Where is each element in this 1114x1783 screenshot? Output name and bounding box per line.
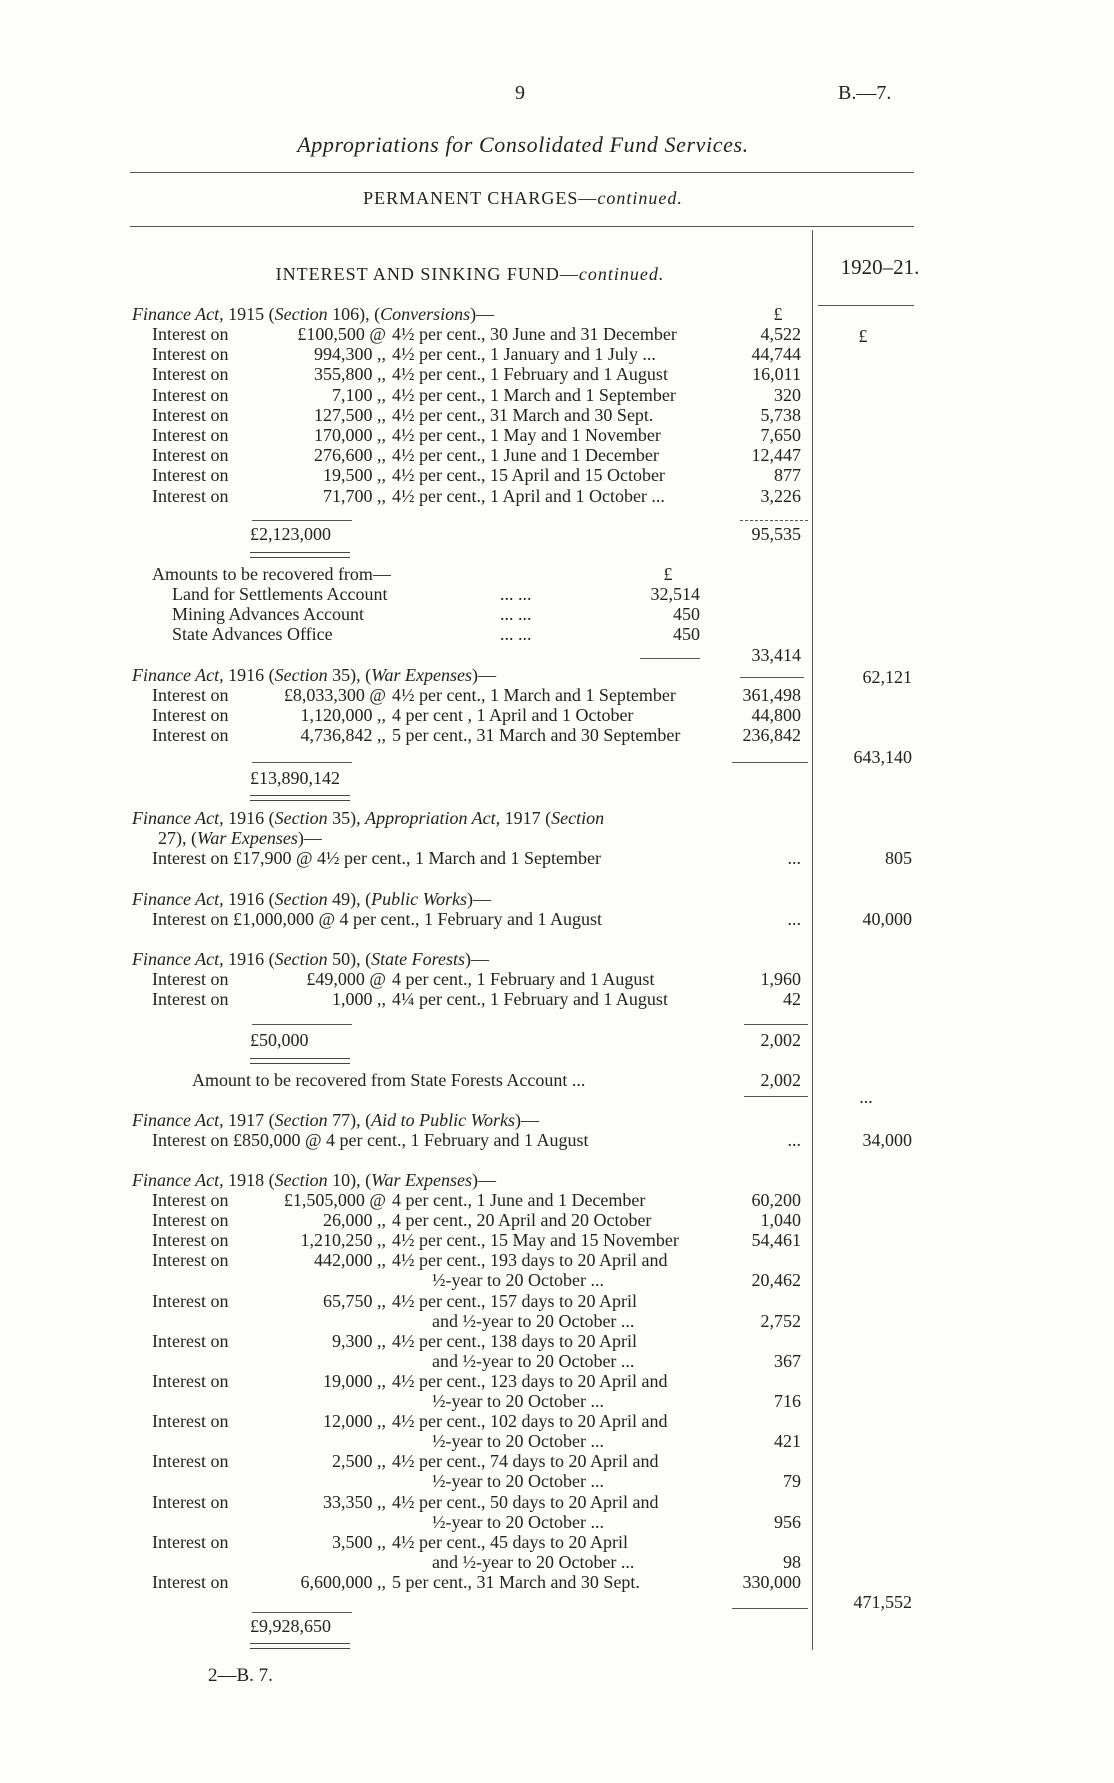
row-amount: 9,300 ,, bbox=[332, 1330, 386, 1351]
row-rate: 4½ per cent., 31 March and 30 Sept. bbox=[392, 404, 654, 425]
rule bbox=[252, 1024, 352, 1025]
row-label: Interest on bbox=[152, 384, 229, 405]
row-rate-cont: and ½-year to 20 October ... bbox=[432, 1551, 635, 1572]
total-principal-1918-10: £9,928,650 bbox=[250, 1616, 331, 1636]
interest-row: Interest on £850,000 @ 4 per cent., 1 February and 1 August bbox=[152, 1130, 589, 1150]
row-rate-cont: ½-year to 20 October ... bbox=[432, 1431, 604, 1452]
section-heading-1916-35: Finance Act, 1916 (Section 35), (War Expenses)— bbox=[132, 665, 496, 685]
currency-symbol: £ bbox=[858, 326, 868, 346]
row-rate: 4¼ per cent., 1 February and 1 August bbox=[392, 989, 668, 1009]
dots: ... bbox=[787, 848, 801, 868]
rule bbox=[640, 658, 700, 659]
double-rule bbox=[250, 1058, 350, 1064]
row-rate: 4½ per cent., 15 May and 15 November bbox=[392, 1230, 679, 1251]
row-label: Interest on bbox=[152, 1411, 229, 1432]
row-value: 98 bbox=[783, 1551, 801, 1572]
row-rate: 4½ per cent., 15 April and 15 October bbox=[392, 465, 665, 486]
interest-row: Interest on £17,900 @ 4½ per cent., 1 March and 1 September bbox=[152, 848, 601, 868]
row-rate-cont: ½-year to 20 October ... bbox=[432, 1471, 604, 1492]
row-label: Interest on bbox=[152, 1531, 229, 1552]
row-value: 716 bbox=[774, 1391, 801, 1411]
row-value: 1,960 bbox=[760, 969, 801, 989]
double-rule bbox=[250, 1643, 350, 1649]
row-value: 3,226 bbox=[760, 485, 801, 506]
section-heading-1916-50: Finance Act, 1916 (Section 50), (State Forests)— bbox=[132, 949, 489, 969]
row-amount: 1,120,000 ,, bbox=[300, 705, 386, 725]
row-amount: 26,000 ,, bbox=[323, 1210, 386, 1231]
row-value: 361,498 bbox=[742, 685, 801, 705]
row-amount: 33,350 ,, bbox=[323, 1491, 386, 1512]
row-amount: 3,500 ,, bbox=[332, 1531, 386, 1552]
row-value: 421 bbox=[774, 1431, 801, 1452]
row-value: 330,000 bbox=[742, 1571, 801, 1592]
row-value: 367 bbox=[774, 1350, 801, 1371]
row-amount: 355,800 ,, bbox=[314, 364, 386, 385]
total-value-1915: 95,535 bbox=[751, 524, 801, 544]
row-amount: 1,000 ,, bbox=[332, 989, 386, 1009]
row-rate-cont: ½-year to 20 October ... bbox=[432, 1270, 604, 1291]
row-amount: £1,505,000 @ bbox=[283, 1190, 386, 1210]
row-amount: 4,736,842 ,, bbox=[300, 725, 386, 745]
recover-total: 33,414 bbox=[751, 645, 801, 665]
row-label: Interest on bbox=[152, 1230, 229, 1251]
rule bbox=[732, 1608, 808, 1609]
page-footer: 2—B. 7. bbox=[208, 1665, 273, 1686]
row-amount: 276,600 ,, bbox=[314, 445, 386, 466]
row-value: 5,738 bbox=[760, 404, 801, 425]
row-rate-cont: and ½-year to 20 October ... bbox=[432, 1350, 635, 1371]
row-rate: 5 per cent., 31 March and 30 Sept. bbox=[392, 1571, 640, 1592]
section-heading-1918-10: Finance Act, 1918 (Section 10), (War Expenses)— bbox=[132, 1170, 496, 1190]
row-value: 320 bbox=[774, 384, 801, 405]
row-rate: 4½ per cent., 193 days to 20 April and bbox=[392, 1250, 668, 1271]
row-value: 236,842 bbox=[742, 725, 801, 745]
row-label: Interest on bbox=[152, 1290, 229, 1311]
row-label: Interest on bbox=[152, 1370, 229, 1391]
row-rate: 4½ per cent., 1 March and 1 September bbox=[392, 685, 676, 705]
recover-value: 32,514 bbox=[650, 584, 700, 604]
row-amount: 6,600,000 ,, bbox=[300, 1571, 386, 1592]
currency-symbol: £ bbox=[773, 304, 783, 324]
row-amount: £49,000 @ bbox=[306, 969, 386, 989]
recover-value: 2,002 bbox=[760, 1070, 801, 1090]
recover-dots: ... ... bbox=[500, 624, 532, 644]
rule bbox=[252, 1612, 352, 1613]
row-label: Interest on bbox=[152, 1571, 229, 1592]
row-label: Interest on bbox=[152, 969, 229, 989]
page-number: 9 bbox=[515, 82, 525, 104]
page-title: Appropriations for Consolidated Fund Services. bbox=[297, 132, 749, 157]
recover-value: 450 bbox=[673, 624, 700, 644]
row-rate: 4½ per cent., 1 March and 1 September bbox=[392, 384, 676, 405]
section-heading-cont: 27), (War Expenses)— bbox=[158, 828, 322, 848]
recover-label: Mining Advances Account bbox=[172, 604, 364, 624]
row-label: Interest on bbox=[152, 465, 229, 486]
rule bbox=[252, 762, 352, 763]
row-label: Interest on bbox=[152, 485, 229, 506]
row-rate: 4½ per cent., 157 days to 20 April bbox=[392, 1290, 637, 1311]
row-amount: 442,000 ,, bbox=[314, 1250, 386, 1271]
year-amount: 40,000 bbox=[862, 909, 912, 929]
row-label: Interest on bbox=[152, 705, 229, 725]
rule bbox=[744, 1024, 808, 1025]
row-value: 16,011 bbox=[752, 364, 801, 385]
row-rate-cont: ½-year to 20 October ... bbox=[432, 1511, 604, 1532]
row-rate: 4½ per cent., 1 April and 1 October ... bbox=[392, 485, 665, 506]
row-label: Interest on bbox=[152, 725, 229, 745]
row-label: Interest on bbox=[152, 445, 229, 466]
double-rule bbox=[250, 795, 350, 801]
rule bbox=[740, 677, 804, 678]
double-rule bbox=[250, 552, 350, 558]
row-value: 1,040 bbox=[760, 1210, 801, 1231]
interest-row: Interest on £1,000,000 @ 4 per cent., 1 February and 1 August bbox=[152, 909, 602, 929]
row-value: 7,650 bbox=[760, 425, 801, 445]
rule bbox=[740, 520, 808, 521]
total-value-1916-50: 2,002 bbox=[760, 1030, 801, 1050]
row-rate: 4 per cent., 1 February and 1 August bbox=[392, 969, 655, 989]
section-heading: INTEREST AND SINKING FUND—continued. bbox=[275, 264, 665, 284]
row-amount: £100,500 @ bbox=[297, 324, 386, 344]
row-rate: 4½ per cent., 45 days to 20 April bbox=[392, 1531, 628, 1552]
row-rate: 4½ per cent., 74 days to 20 April and bbox=[392, 1451, 659, 1472]
row-rate: 4 per cent , 1 April and 1 October bbox=[392, 705, 634, 725]
row-label: Interest on bbox=[152, 344, 229, 365]
row-label: Interest on bbox=[152, 1190, 229, 1210]
row-value: 42 bbox=[783, 989, 801, 1009]
rule bbox=[744, 1096, 808, 1097]
row-amount: 65,750 ,, bbox=[323, 1290, 386, 1311]
subtitle: PERMANENT CHARGES—continued. bbox=[363, 188, 683, 208]
row-label: Interest on bbox=[152, 989, 229, 1009]
column-year-header: 1920–21. bbox=[840, 255, 920, 279]
row-value: 20,462 bbox=[751, 1270, 801, 1291]
row-amount: 12,000 ,, bbox=[323, 1411, 386, 1432]
row-rate: 4½ per cent., 123 days to 20 April and bbox=[392, 1370, 668, 1391]
row-label: Interest on bbox=[152, 324, 229, 344]
recover-value: 450 bbox=[673, 604, 700, 624]
row-amount: 127,500 ,, bbox=[314, 404, 386, 425]
row-value: 12,447 bbox=[751, 445, 801, 466]
row-label: Interest on bbox=[152, 425, 229, 445]
dots: ... bbox=[787, 909, 801, 929]
total-year-1918-10: 471,552 bbox=[853, 1592, 912, 1612]
row-rate: 5 per cent., 31 March and 30 September bbox=[392, 725, 681, 745]
recover-dots: ... ... bbox=[500, 604, 532, 624]
row-rate: 4½ per cent., 1 June and 1 December bbox=[392, 445, 659, 466]
divider bbox=[130, 172, 914, 173]
total-principal-1916-50: £50,000 bbox=[250, 1030, 309, 1050]
row-label: Interest on bbox=[152, 364, 229, 385]
row-label: Interest on bbox=[152, 685, 229, 705]
recover-line: Amount to be recovered from State Forests Account ... bbox=[192, 1070, 586, 1090]
section-heading-1916-49: Finance Act, 1916 (Section 49), (Public Works)— bbox=[132, 889, 491, 909]
total-principal-1915: £2,123,000 bbox=[250, 524, 331, 544]
row-rate: 4½ per cent., 50 days to 20 April and bbox=[392, 1491, 659, 1512]
recover-label: Land for Settlements Account bbox=[172, 584, 388, 604]
year-amount: 805 bbox=[885, 848, 912, 868]
column-rule bbox=[812, 230, 813, 1650]
row-amount: 19,500 ,, bbox=[323, 465, 386, 486]
row-rate: 4½ per cent., 1 May and 1 November bbox=[392, 425, 661, 445]
row-label: Interest on bbox=[152, 1330, 229, 1351]
row-value: 79 bbox=[783, 1471, 801, 1492]
row-label: Interest on bbox=[152, 1451, 229, 1472]
row-amount: 2,500 ,, bbox=[332, 1451, 386, 1472]
recover-dots: ... ... bbox=[500, 584, 532, 604]
row-amount: 19,000 ,, bbox=[323, 1370, 386, 1391]
row-rate: 4 per cent., 20 April and 20 October bbox=[392, 1210, 652, 1231]
row-rate: 4½ per cent., 102 days to 20 April and bbox=[392, 1411, 668, 1432]
row-value: 956 bbox=[774, 1511, 801, 1532]
rule bbox=[252, 520, 352, 521]
section-heading-1916-35b: Finance Act, 1916 (Section 35), Appropriation Act, 1917 (Section bbox=[132, 808, 605, 828]
row-amount: 170,000 ,, bbox=[314, 425, 386, 445]
recover-heading: Amounts to be recovered from— bbox=[152, 564, 391, 584]
row-value: 44,800 bbox=[751, 705, 801, 725]
divider bbox=[130, 226, 914, 227]
row-rate: 4½ per cent., 1 February and 1 August bbox=[392, 364, 668, 385]
row-value: 60,200 bbox=[751, 1190, 801, 1210]
row-label: Interest on bbox=[152, 404, 229, 425]
recover-label: State Advances Office bbox=[172, 624, 333, 644]
row-amount: 71,700 ,, bbox=[323, 485, 386, 506]
row-amount: £8,033,300 @ bbox=[283, 685, 386, 705]
year-amount: 34,000 bbox=[862, 1130, 912, 1150]
row-rate: 4½ per cent., 30 June and 31 December bbox=[392, 324, 677, 344]
row-value: 2,752 bbox=[760, 1310, 801, 1331]
row-label: Interest on bbox=[152, 1491, 229, 1512]
section-heading-1915: Finance Act, 1915 (Section 106), (Conversions)— bbox=[132, 304, 495, 324]
row-amount: 1,210,250 ,, bbox=[300, 1230, 386, 1251]
row-label: Interest on bbox=[152, 1210, 229, 1231]
rule bbox=[732, 762, 808, 763]
row-amount: 994,300 ,, bbox=[314, 344, 386, 365]
row-rate: 4½ per cent., 138 days to 20 April bbox=[392, 1330, 637, 1351]
row-rate: 4 per cent., 1 June and 1 December bbox=[392, 1190, 646, 1210]
row-label: Interest on bbox=[152, 1250, 229, 1271]
row-value: 54,461 bbox=[751, 1230, 801, 1251]
net-1915: 62,121 bbox=[862, 667, 912, 687]
row-rate-cont: ½-year to 20 October ... bbox=[432, 1391, 604, 1411]
row-value: 4,522 bbox=[760, 324, 801, 344]
total-principal-1916-35: £13,890,142 bbox=[250, 768, 340, 788]
row-value: 877 bbox=[774, 465, 801, 486]
row-rate-cont: and ½-year to 20 October ... bbox=[432, 1310, 635, 1331]
total-year-1916-35: 643,140 bbox=[853, 747, 912, 767]
row-value: 44,744 bbox=[751, 344, 801, 365]
page-reference: B.—7. bbox=[838, 82, 892, 104]
currency-symbol: £ bbox=[663, 564, 673, 584]
year-amount: ... bbox=[859, 1087, 873, 1107]
dots: ... bbox=[787, 1130, 801, 1150]
row-rate: 4½ per cent., 1 January and 1 July ... bbox=[392, 344, 656, 365]
section-heading-1917-77: Finance Act, 1917 (Section 77), (Aid to Public Works)— bbox=[132, 1110, 539, 1130]
column-rule bbox=[818, 305, 914, 306]
row-amount: 7,100 ,, bbox=[332, 384, 386, 405]
